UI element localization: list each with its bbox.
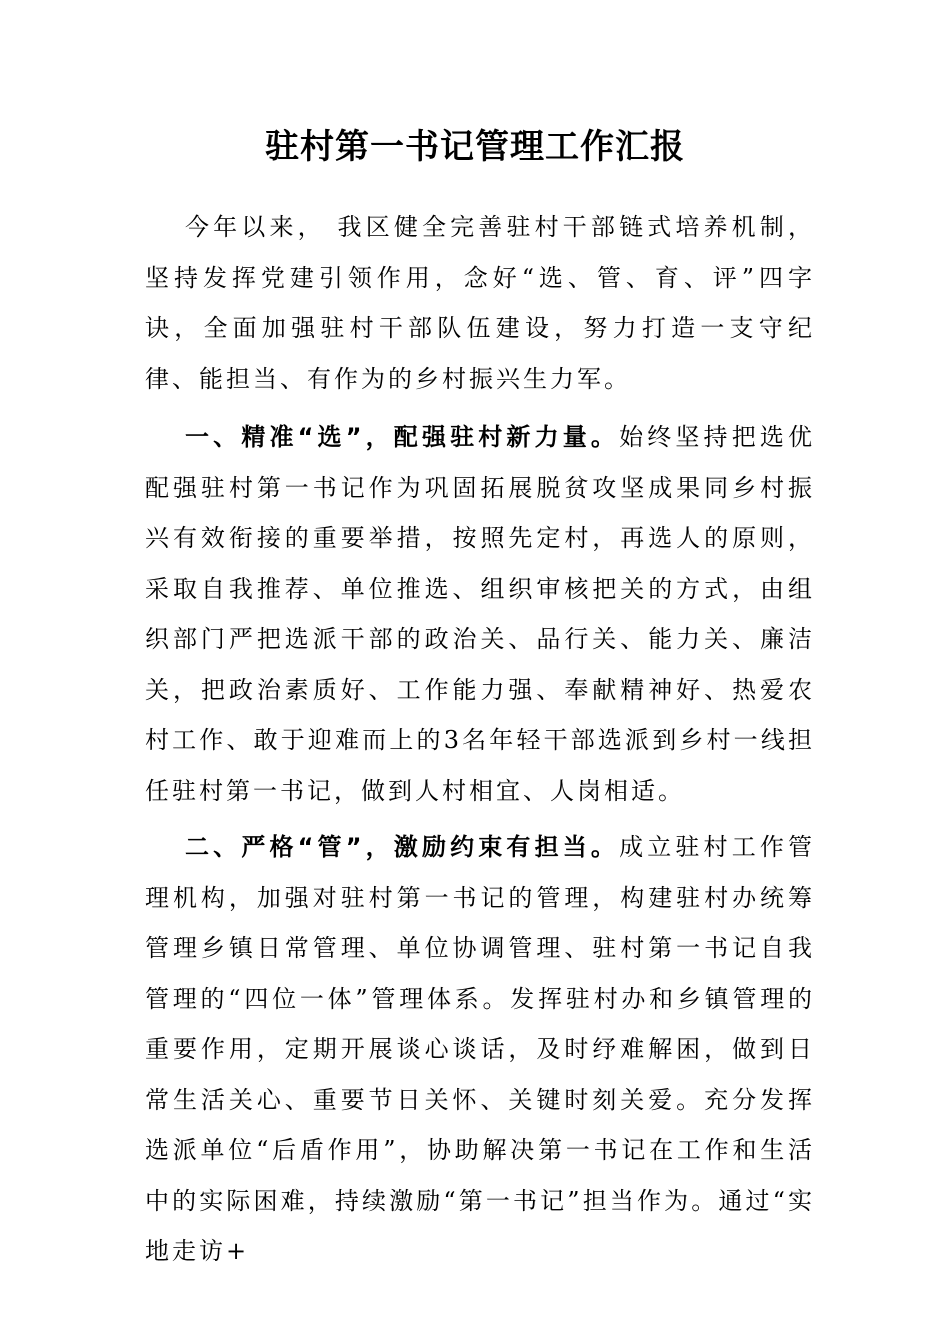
- section-2-heading: 二、严格“管”，激励约束有担当。: [185, 833, 620, 861]
- section-2-text: 成立驻村工作管理机构，加强对驻村第一书记的管理，构建驻村办统筹管理乡镇日常管理、单位协调管理、驻村第一书记自我管理的“四位一体”管理体系。发挥驻村办和乡镇管理的重要作用，定期开展谈心谈话，及时纾难解困，做到日常生活关心、重要节日关怀、关键时刻关爱。充分发挥选派单位“后盾作用”，协助解决第一书记在工作和生活中的实际困难，持续激励“第一书记”担当作为。通过“实地走访+: [145, 833, 816, 1265]
- paragraph-section-1: [145, 412, 815, 816]
- paragraph-section-2: [145, 822, 815, 1277]
- document-title: 驻村第一书记管理工作汇报: [265, 127, 685, 167]
- section-1-heading: 一、精准“选”，配强驻村新力量。: [185, 423, 620, 451]
- paragraph-intro: [145, 202, 815, 404]
- section-1-text: 始终坚持把选优配强驻村第一书记作为巩固拓展脱贫攻坚成果同乡村振兴有效衔接的重要举措，按照先定村，再选人的原则，采取自我推荐、单位推选、组织审核把关的方式，由组织部门严把选派干部的政治关、品行关、能力关、廉洁关，把政治素质好、工作能力强、奉献精神好、热爱农村工作、敢于迎难而上的3名年轻干部选派到乡村一线担任驻村第一书记，做到人村相宜、人岗相适。: [145, 423, 816, 805]
- paragraph-intro-text: 今年以来， 我区健全完善驻村干部链式培养机制，坚持发挥党建引领作用，念好“选、管、育、评”四字诀，全面加强驻村干部队伍建设，努力打造一支守纪律、能担当、有作为的乡村振兴生力军。: [145, 213, 815, 393]
